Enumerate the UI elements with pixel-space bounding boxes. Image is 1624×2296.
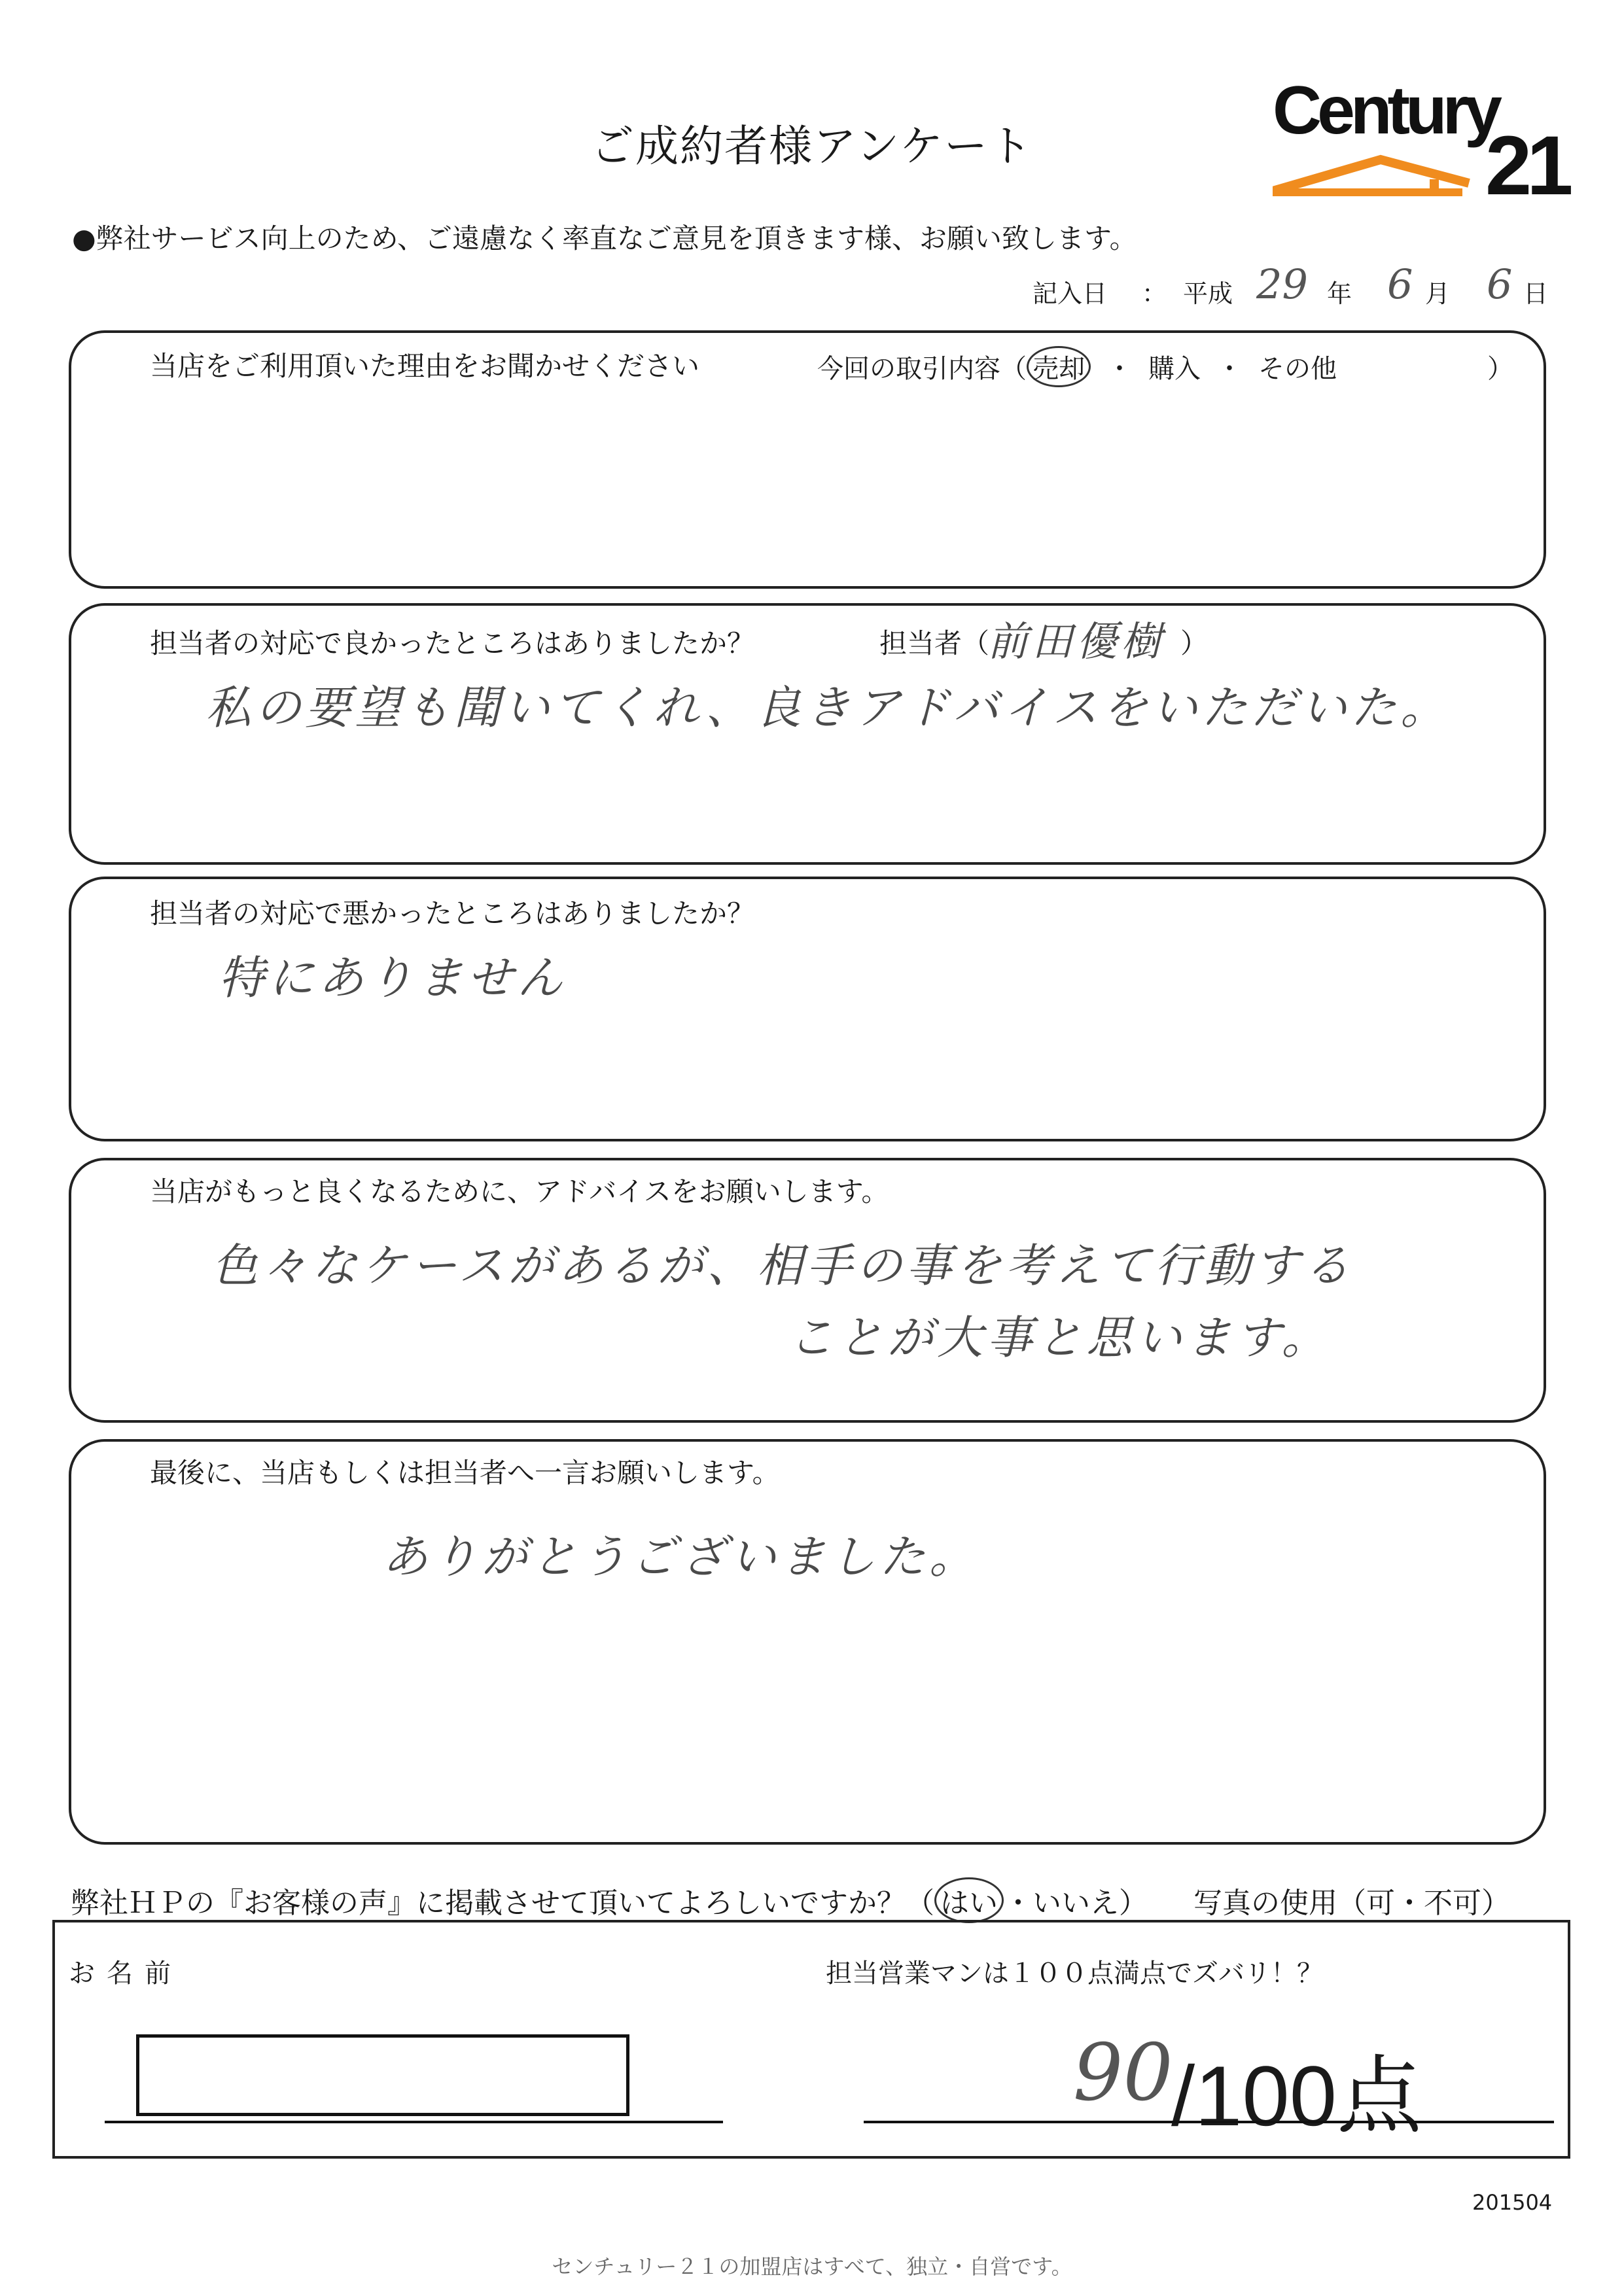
name-field-redacted <box>136 2034 629 2116</box>
page-title: ご成約者様アンケート <box>590 121 1034 171</box>
consent-separator: ・ <box>1004 1887 1033 1920</box>
transaction-close: ） <box>1487 354 1513 384</box>
date-month: 6 <box>1387 260 1413 308</box>
date-colon: ： <box>1142 279 1167 308</box>
question-box-advice <box>69 1158 1546 1423</box>
name-underline <box>105 2121 723 2123</box>
separator: ・ <box>1106 354 1133 384</box>
date-day: 6 <box>1487 260 1513 308</box>
separator: ・ <box>1216 354 1243 384</box>
question-box-message <box>69 1439 1546 1845</box>
question-message: 最後に、当店もしくは担当者へ一言お願いします。 <box>150 1457 780 1489</box>
answer-advice-line1: 色々なケースがあるが、相手の事を考えて行動する <box>212 1239 1354 1293</box>
consent-question: 弊社ＨＰの『お客様の声』に掲載させて頂いてよろしいですか？（ <box>71 1887 934 1920</box>
question-advice: 当店がもっと良くなるために、アドバイスをお願いします。 <box>150 1175 889 1208</box>
score-value: 90 <box>1073 2028 1173 2119</box>
answer-bad: 特にありません <box>219 951 567 1005</box>
date-era: 平成 <box>1183 279 1233 308</box>
staff-label: 担当者（ <box>879 627 990 659</box>
century21-logo <box>1273 72 1568 213</box>
date-year: 29 <box>1256 260 1308 308</box>
option-sell: 売却 <box>1027 346 1091 387</box>
name-label: お名前 <box>69 1958 183 1989</box>
house-roof-icon <box>1273 152 1482 198</box>
score-underline <box>864 2121 1554 2123</box>
question-good: 担当者の対応で良かったところはありましたか？ <box>150 627 755 659</box>
date-year-unit: 年 <box>1327 279 1352 308</box>
answer-advice-line2: ことが大事と思います。 <box>788 1311 1332 1365</box>
consent-row <box>71 1877 1510 1923</box>
date-label: 記入日 <box>1033 279 1108 308</box>
question-reason: 当店をご利用頂いた理由をお聞かせください <box>150 350 700 382</box>
logo-word: Century <box>1273 73 1498 148</box>
question-bad: 担当者の対応で悪かったところはありましたか？ <box>150 897 755 930</box>
option-other: その他 <box>1258 354 1337 384</box>
staff-name: 前田優樹 <box>987 617 1166 665</box>
consent-no: いいえ） <box>1033 1887 1148 1920</box>
question-box-bad <box>69 877 1546 1141</box>
consent-yes: はい <box>934 1877 1004 1923</box>
score-label: 担当営業マンは１００点満点でズバリ！？ <box>826 1958 1323 1989</box>
question-box-reason <box>69 330 1546 589</box>
intro-text: ●弊社サービス向上のため、ご遠慮なく率直なご意見を頂きます様、お願い致します。 <box>72 222 1137 254</box>
staff-close: ） <box>1180 627 1209 659</box>
logo-number: 21 <box>1485 119 1568 213</box>
score-suffix: /100点 <box>1171 2048 1422 2144</box>
date-day-unit: 日 <box>1523 279 1549 308</box>
answer-message: ありがとうございました。 <box>382 1530 979 1584</box>
answer-good: 私の要望も聞いてくれ、良きアドバイスをいただいた。 <box>205 681 1451 735</box>
transaction-label: 今回の取引内容（ <box>817 354 1027 384</box>
question-box-good <box>69 603 1546 865</box>
form-code: 201504 <box>1472 2190 1553 2215</box>
option-buy: 購入 <box>1148 354 1201 384</box>
date-month-unit: 月 <box>1425 279 1451 308</box>
footer-note: センチュリー２１の加盟店はすべて、独立・自営です。 <box>552 2254 1072 2279</box>
transaction-type <box>817 346 1513 387</box>
photo-usage: 写真の使用（可・不可） <box>1193 1887 1510 1920</box>
